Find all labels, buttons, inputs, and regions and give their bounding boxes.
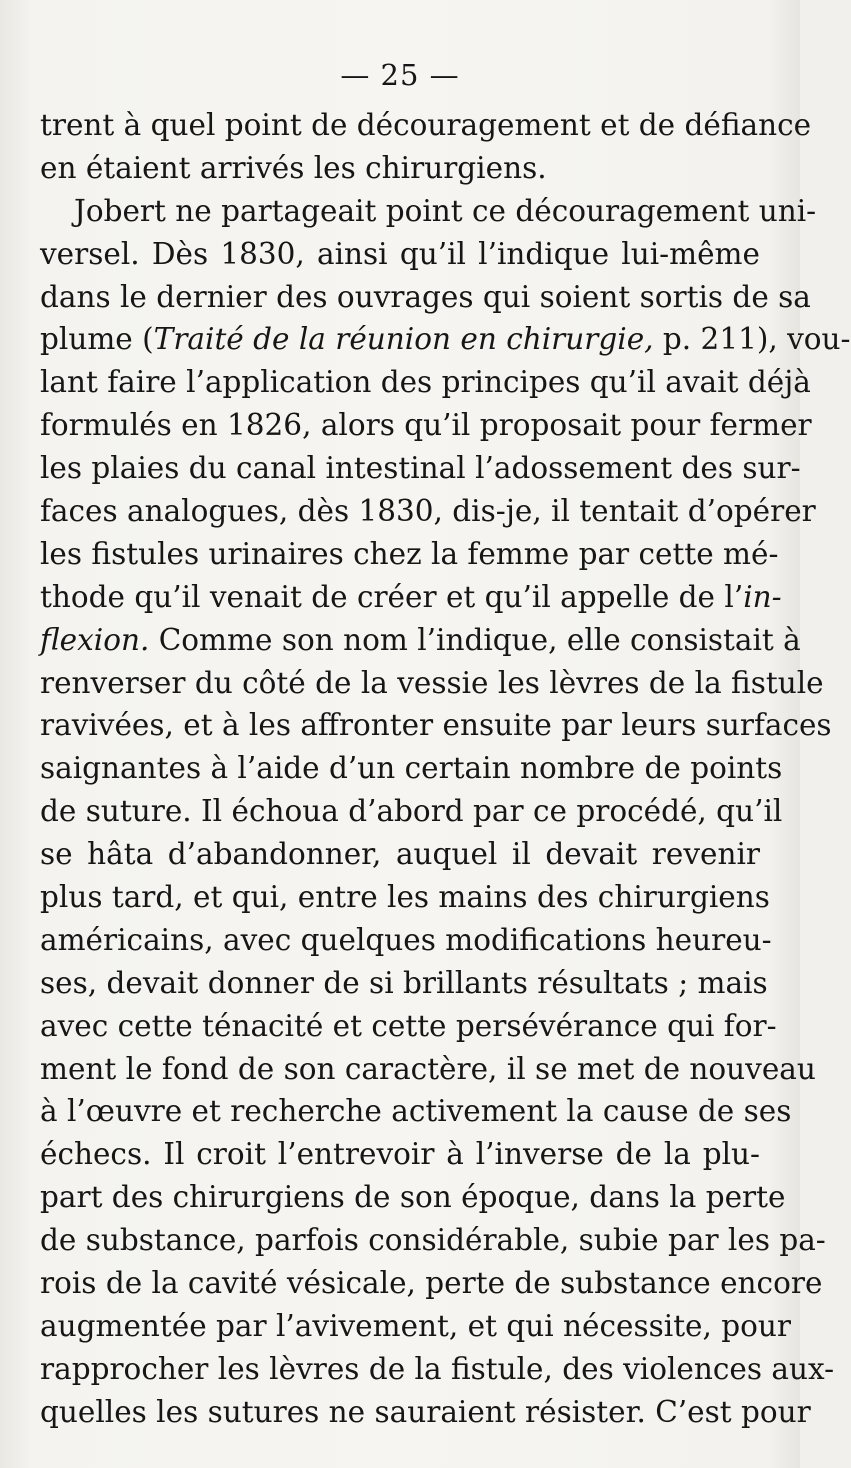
text-line: part des chirurgiens de son époque, dans la perte <box>40 1180 786 1215</box>
text-line: renverser du côté de la vessie les lèvres de la fistule <box>40 665 824 700</box>
text-line <box>40 576 782 619</box>
text-line: quelles les sutures ne sauraient résister. C’est pour <box>40 1394 811 1429</box>
text-line: dans le dernier des ouvrages qui soient sortis de sa <box>40 279 811 314</box>
text-line: rapprocher les lèvres de la fistule, des violences aux- <box>40 1351 835 1386</box>
text-line <box>40 619 801 662</box>
text-line: augmentée par l’avivement, et qui nécessite, pour <box>40 1308 792 1343</box>
text-line: formulés en 1826, alors qu’il proposait pour fermer <box>40 408 812 443</box>
citation-prefix: plume ( <box>40 322 154 357</box>
text-line: les fistules urinaires chez la femme par cette mé- <box>40 536 779 571</box>
text-fragment: thode qu’il venait de créer et qu’il appelle de l’ <box>40 579 744 614</box>
text-line: plus tard, et qui, entre les mains des chirurgiens <box>40 880 770 915</box>
text-line: avec cette ténacité et cette persévérance qui for- <box>40 1008 777 1043</box>
citation-line <box>40 318 851 361</box>
text-line: de substance, parfois considérable, subie par les pa- <box>40 1223 826 1258</box>
italic-term: in- <box>743 579 782 614</box>
text-line: les plaies du canal intestinal l’adossement des sur- <box>40 451 801 486</box>
text-line: trent à quel point de découragement et de défiance <box>40 108 812 142</box>
text-line: ment le fond de son caractère, il se met de nouveau <box>40 1051 816 1086</box>
citation-title: Traité de la réunion en chirurgie, <box>153 322 654 357</box>
text-line: se hâta d’abandonner, auquel il devait revenir <box>40 837 760 872</box>
text-line: faces analogues, dès 1830, dis-je, il tentait d’opérer <box>40 494 816 529</box>
text-line: Jobert ne partageait point ce découragement uni- <box>74 193 817 228</box>
italic-term: flexion. <box>40 622 150 657</box>
text-line: saignantes à l’aide d’un certain nombre de points <box>40 751 783 786</box>
text-line: de suture. Il échoua d’abord par ce procédé, qu’il <box>40 794 783 829</box>
citation-suffix: p. 211), vou- <box>653 322 851 357</box>
text-line: versel. Dès 1830, ainsi qu’il l’indique lui-même <box>40 236 760 271</box>
text-line: ravivées, et à les affronter ensuite par leurs surfaces <box>40 708 832 743</box>
text-line: à l’œuvre et recherche activement la cause de ses <box>40 1094 792 1129</box>
page-number: — 25 — <box>340 58 460 92</box>
text-line: ses, devait donner de si brillants résultats ; mais <box>40 965 768 1000</box>
text-line: en étaient arrivés les chirurgiens. <box>40 150 547 185</box>
text-line: américains, avec quelques modifications heureu- <box>40 922 772 957</box>
text-line: rois de la cavité vésicale, perte de substance encore <box>40 1266 823 1301</box>
text-line: lant faire l’application des principes qu’il avait déjà <box>40 365 811 400</box>
text-line: échecs. Il croit l’entrevoir à l’inverse de la plu- <box>40 1137 760 1172</box>
text-fragment: Comme son nom l’indique, elle consistait à <box>149 622 801 657</box>
body-text <box>40 104 851 1434</box>
